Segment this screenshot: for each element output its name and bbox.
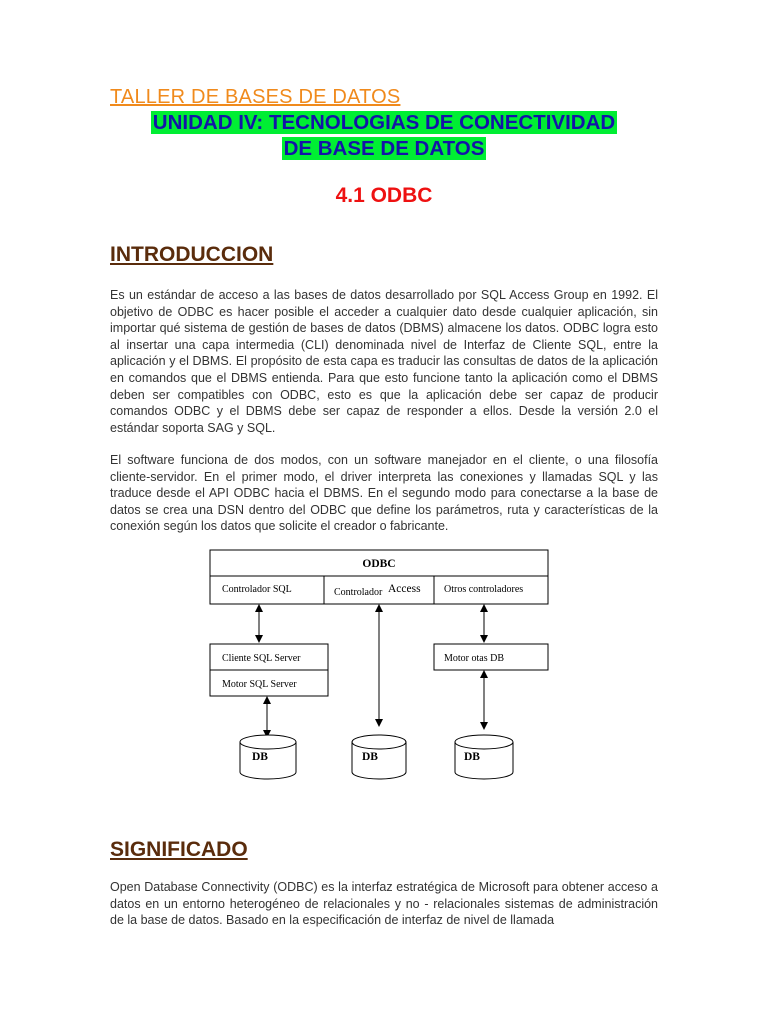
significado-paragraph: Open Database Connectivity (ODBC) es la interfaz estratégica de Microsoft para obtener acceso a datos en un entorno heterogéneo de relacionales y no - relacionales sistemas de administración de la base de datos. Basado en la especificación de interfaz de nivel de llamada: [110, 880, 658, 928]
course-title-link[interactable]: TALLER DE BASES DE DATOS: [110, 86, 401, 108]
unit-title: [0, 110, 768, 162]
significado-heading: SIGNIFICADO: [110, 838, 248, 861]
driver-others-label: Otros controladores: [444, 584, 524, 595]
driver-access-prefix-label: Controlador: [334, 587, 383, 598]
db-cylinder-right-icon: [455, 735, 513, 779]
introduccion-heading: INTRODUCCION: [110, 243, 274, 266]
db-center-label: DB: [362, 751, 378, 763]
introduccion-paragraph-1: Es un estándar de acceso a las bases de datos desarrollado por SQL Access Group en 1992. El objetivo de ODBC es hacer posible el acceder a cualquier dato desde cualquier aplicación, sin importar qué sistema de gestión de bases de datos (DBMS) almacene los datos. ODBC logra esto al insertar una capa intermedia (CLI) denominada nivel de Interfaz de Cliente SQL, entre la aplicación y el DBMS. El propósito de esta capa es traducir las consultas de datos de la aplicación en comandos que el DBMS entienda. Para que esto funcione tanto la aplicación como el DBMS deben ser compatibles con ODBC, esto es que la aplicación debe ser capaz de producir comandos ODBC y el DBMS debe ser capaz de responder a ellos. Desde la versión 2.0 el estándar soporta SAG y SQL.: [110, 288, 658, 435]
section-number: 4.1 ODBC: [335, 184, 433, 207]
odbc-box-title: ODBC: [362, 558, 396, 570]
unit-title-line2: DE BASE DE DATOS: [283, 137, 485, 160]
unit-title-line1: UNIDAD IV: TECNOLOGIAS DE CONECTIVIDAD: [152, 111, 616, 134]
introduccion-paragraph-2: El software funciona de dos modos, con un software manejador en el cliente, o una filosofía cliente-servidor. En el primer modo, el driver interpreta las conexiones y llamadas SQL y las traduce desde el API ODBC hacia el DBMS. En el segundo modo para conectarse a la base de datos se crea una DSN dentro del ODBC que define los parámetros, ruta y características de la conexión según los datos que solicite el creador o fabricante.: [110, 453, 658, 534]
odbc-architecture-diagram: [200, 544, 560, 784]
db-cylinder-center-icon: [352, 735, 406, 779]
db-cylinder-left-icon: [240, 735, 296, 779]
engine-sql-server-label: Motor SQL Server: [222, 679, 297, 690]
client-sql-server-label: Cliente SQL Server: [222, 653, 301, 664]
driver-access-suffix-label: Access: [388, 583, 421, 595]
engine-other-db-label: Motor otas DB: [444, 653, 504, 664]
db-left-label: DB: [252, 751, 268, 763]
db-right-label: DB: [464, 751, 480, 763]
driver-sql-label: Controlador SQL: [222, 584, 292, 595]
